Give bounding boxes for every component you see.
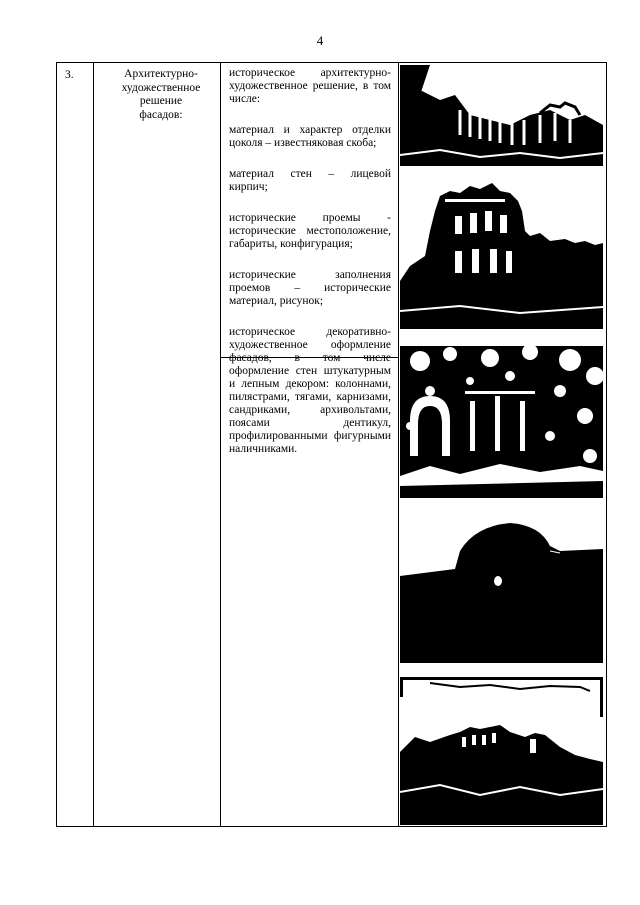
description-paragraph: исторические заполнения проемов – исторические материал, рисунок; [229, 269, 391, 307]
ruined-building-facade-photo [400, 171, 603, 329]
attributes-table [56, 62, 607, 827]
row-description [229, 67, 391, 456]
column-divider [220, 63, 221, 826]
row-name-line: фасадов: [139, 108, 183, 121]
column-divider [93, 63, 94, 826]
page-number: 4 [316, 33, 324, 48]
row-name-line: решение [139, 95, 183, 107]
column-divider [398, 63, 399, 826]
ruined-colonnade-photo [400, 65, 603, 166]
row-name [101, 68, 221, 122]
description-paragraph: исторические проемы - исторические местоположение, габариты, конфигурация; [229, 212, 391, 250]
row-name-line: художественное [121, 81, 201, 94]
row-number: 3. [65, 69, 74, 81]
description-separator [221, 357, 398, 358]
row-name-line: Архитектурно- [124, 68, 198, 80]
description-paragraph: материал и характер отделки цоколя – известняковая скоба; [229, 124, 391, 149]
description-paragraph: историческое архитектурно-художественное решение, в том числе: [229, 67, 391, 105]
dome-building-silhouette-photo [400, 511, 603, 663]
description-paragraph: материал стен – лицевой кирпич; [229, 168, 391, 193]
overgrown-ruin-arch-photo [400, 346, 603, 498]
description-paragraph: историческое декоративно-художественное оформление фасадов, в том числе оформление стен штукатурным и лепным декором: колоннами, пилястрами, тягами, карнизами, сандриками, архивольтами, поясами дентикул, профилированными фигурными наличниками. [229, 326, 391, 455]
ruins-on-hill-photo [400, 677, 603, 825]
